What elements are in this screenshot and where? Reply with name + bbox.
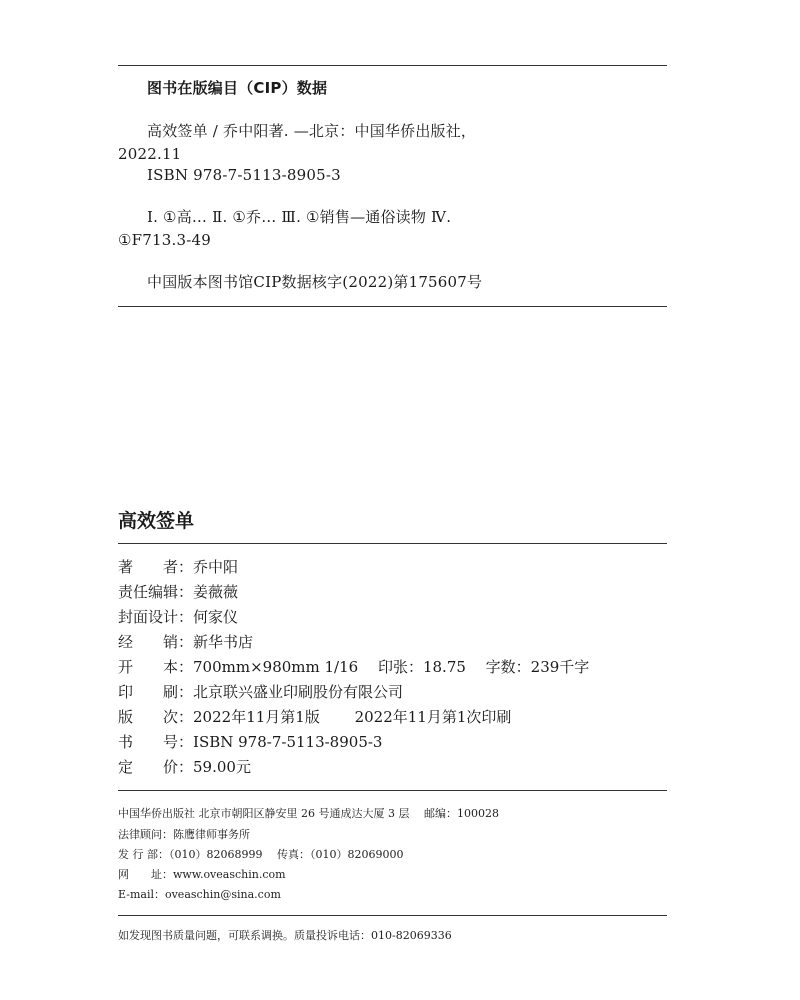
detail-label: 定 价： <box>118 758 194 776</box>
detail-label: 印 刷： <box>118 683 194 701</box>
publisher-legal-counsel: 法律顾问：陈鹰律师事务所 <box>118 828 250 841</box>
cip-class-line-2: ①F713.3-49 <box>118 231 211 249</box>
detail-label: 版 次： <box>118 708 194 726</box>
detail-label: 经 销： <box>118 633 194 651</box>
cip-line-1: 高效签单 / 乔中阳著. —北京：中国华侨出版社， <box>147 122 477 140</box>
detail-value: 姜薇薇 <box>193 583 239 601</box>
top-rule <box>118 65 667 66</box>
detail-value: ISBN 978-7-5113-8905-3 <box>193 733 383 751</box>
detail-value: 何家仪 <box>193 608 239 626</box>
publisher-address: 中国华侨出版社 北京市朝阳区静安里 26 号通成达大厦 3 层 邮编：100028 <box>118 807 499 820</box>
detail-label: 责任编辑： <box>118 583 194 601</box>
detail-value: 北京联兴盛业印刷股份有限公司 <box>193 683 404 701</box>
detail-printer <box>118 685 403 700</box>
cip-isbn: ISBN 978-7-5113-8905-3 <box>147 166 341 184</box>
publisher-rule <box>118 915 667 916</box>
detail-label: 著 者： <box>118 558 194 576</box>
detail-value: 700mm×980mm 1/16 印张：18.75 字数：239千字 <box>193 658 590 676</box>
cip-bottom-rule <box>118 306 667 307</box>
detail-label: 开 本： <box>118 658 194 676</box>
detail-cover-design <box>118 610 238 625</box>
detail-value: 新华书店 <box>193 633 254 651</box>
title-rule <box>118 543 667 544</box>
detail-value: 59.00元 <box>193 758 251 776</box>
detail-edition <box>118 710 511 725</box>
detail-isbn <box>118 735 382 750</box>
detail-author <box>118 560 238 575</box>
publisher-sales-dept: 发 行 部：（010）82068999 传真：（010）82069000 <box>118 848 404 861</box>
detail-format <box>118 660 589 675</box>
cip-check-number: 中国版本图书馆CIP数据核字(2022)第175607号 <box>147 273 483 291</box>
cip-class-line-1: Ⅰ. ①高… Ⅱ. ①乔… Ⅲ. ①销售—通俗读物 Ⅳ. <box>147 208 452 226</box>
detail-editor <box>118 585 238 600</box>
book-title: 高效签单 <box>118 510 195 532</box>
publisher-email: E-mail：oveaschin@sina.com <box>118 888 281 901</box>
detail-price <box>118 760 251 775</box>
detail-distributor <box>118 635 253 650</box>
detail-label: 书 号： <box>118 733 194 751</box>
quality-notice: 如发现图书质量问题，可联系调换。质量投诉电话：010-82069336 <box>118 929 452 942</box>
publisher-website: 网 址：www.oveaschin.com <box>118 868 286 881</box>
cip-heading: 图书在版编目（CIP）数据 <box>147 79 328 97</box>
detail-value: 乔中阳 <box>193 558 239 576</box>
detail-value: 2022年11月第1版 2022年11月第1次印刷 <box>193 708 512 726</box>
details-rule <box>118 790 667 791</box>
detail-label: 封面设计： <box>118 608 194 626</box>
cip-line-2: 2022.11 <box>118 145 182 163</box>
